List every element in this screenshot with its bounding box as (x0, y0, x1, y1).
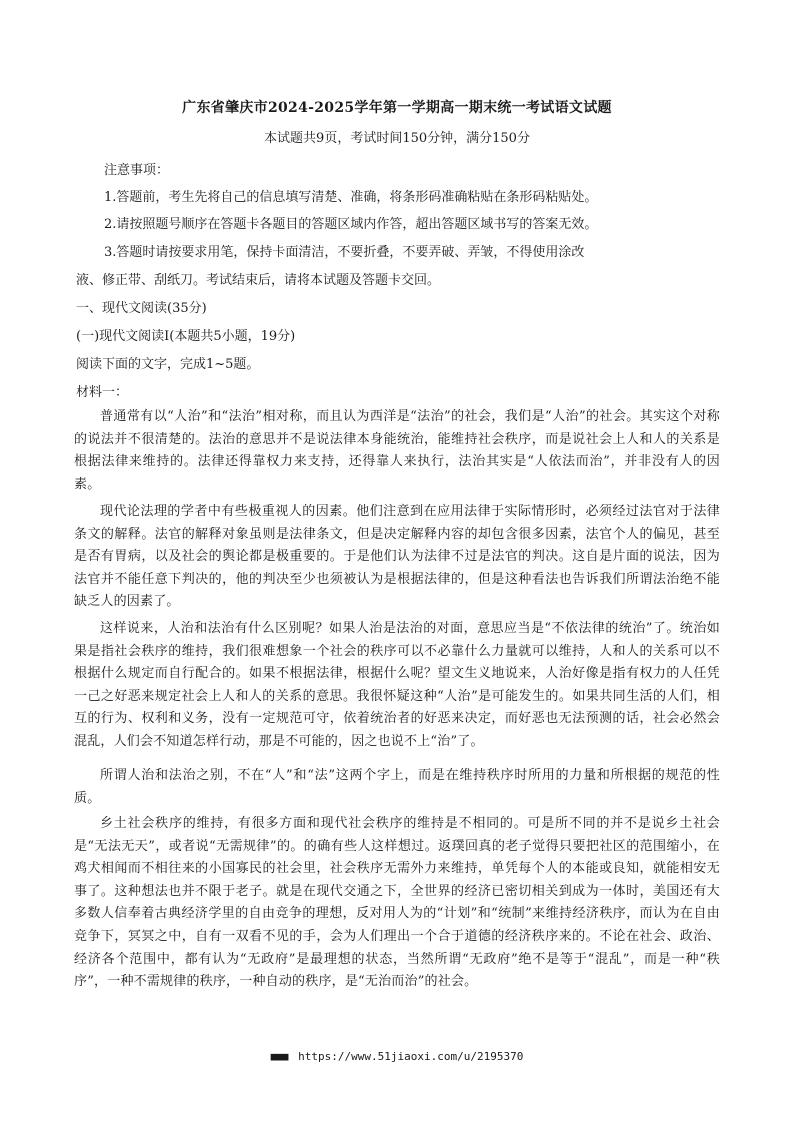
notice-item-1: 1.答题前，考生先将自己的信息填写清楚、准确，将条形码准确粘贴在条形码粘贴处。 (104, 190, 598, 205)
paragraph-2: 现代论法理的学者中有些极重视人的因素。他们注意到在应用法律于实际情形时，必须经过法官对于法律条文的解释。法官的解释对象虽则是法律条文，但是决定解释内容的却包含很多因素，法官个人的偏见，甚至是否有胃病，以及社会的舆论都是极重要的。于是他们认为法律不过是法官的判决。这自是片面的说法，因为法官并不能任意下判决的，他的判决至少也须被认为是根据法律的，但是这种看法也告诉我们所谓法治绝不能缺乏人的因素了。 (74, 504, 720, 610)
reading-instruction: 阅读下面的文字，完成1~5题。 (76, 357, 260, 372)
exam-title: 广东省肇庆市2024-2025学年第一学期高一期末统一考试语文试题 (182, 100, 612, 116)
notice-item-2: 2.请按照题号顺序在答题卡各题目的答题区域内作答，超出答题区域书写的答案无效。 (104, 217, 598, 232)
section-heading: 一、现代文阅读(35分) (76, 301, 207, 316)
notice-item-3-continued: 液、修正带、刮纸刀。考试结束后，请将本试题及答题卡交回。 (76, 273, 441, 288)
material-label: 材料一： (76, 385, 129, 400)
paragraph-4: 所谓人治和法治之别，不在“人”和“法”这两个字上，而是在维持秩序时所用的力量和所根据的规范的性质。 (74, 768, 720, 806)
footer-dots: ■■■ (270, 1050, 288, 1063)
paragraph-5: 乡土社会秩序的维持，有很多方面和现代社会秩序的维持是不相同的。可是所不同的并不是说乡土社会是“无法无天”，或者说“无需规律”的。的确有些人这样想过。返璞回真的老子觉得只要把社区的范围缩小，在鸡犬相闻而不相往来的小国寡民的社会里，社会秩序无需外力来维持，单凭每个人的本能或良知，就能相安无事了。这种想法也并不限于老子。就是在现代交通之下，全世界的经济已密切相关到成为一体时，美国还有大多数人信奉着古典经济学里的自由竞争的理想，反对用人为的“计划”和“统制”来维持经济秩序，而认为在自由竞争下，冥冥之中，自有一双看不见的手，会为人们理出一个合于道德的经济秩序来的。不论在社会、政治、经济各个范围中，都有认为“无政府”是最理想的状态，当然所谓“无政府”绝不是等于“混乱”，而是一种“秩序”，一种不需规律的秩序，一种自动的秩序，是“无治而治”的社会。 (74, 816, 720, 990)
paragraph-1: 普通常有以“人治”和“法治”相对称，而且认为西洋是“法治”的社会，我们是“人治”的社会。其实这个对称的说法并不很清楚的。法治的意思并不是说法律本身能统治，能维持社会秩序，而是说社会上人和人的关系是根据法律来维持的。法律还得靠权力来支持，还得靠人来执行，法治其实是“人依法而治”，并非没有人的因素。 (74, 409, 720, 492)
footer-url[interactable]: https://www.51jiaoxi.com/u/2195370 (298, 1050, 524, 1063)
paragraph-3: 这样说来，人治和法治有什么区别呢？如果人治是法治的对面，意思应当是“不依法律的统治”了。统治如果是指社会秩序的维持，我们很难想象一个社会的秩序可以不必靠什么力量就可以维持，人和人的关系可以不根据什么规定而自行配合的。如果不根据法律，根据什么呢？望文生义地说来，人治好像是指有权力的人任凭一己之好恶来规定社会上人和人的关系的意思。我很怀疑这种“人治”是可能发生的。如果共同生活的人们，相互的行为、权利和义务，没有一定规范可守，依着统治者的好恶来决定，而好恶也无法预测的话，社会必然会混乱，人们会不知道怎样行动，那是不可能的，因之也说不上“治”了。 (74, 621, 720, 749)
exam-subtitle: 本试题共9页，考试时间150分钟，满分150分 (264, 131, 530, 146)
notice-item-3: 3.答题时请按要求用笔，保持卡面清洁，不要折叠，不要弄破、弄皱，不得使用涂改 (104, 245, 585, 260)
footer-watermark (0, 1050, 794, 1063)
section-sub-heading: (一)现代文阅读Ⅰ(本题共5小题，19分) (76, 329, 296, 344)
notice-heading: 注意事项： (104, 163, 170, 178)
